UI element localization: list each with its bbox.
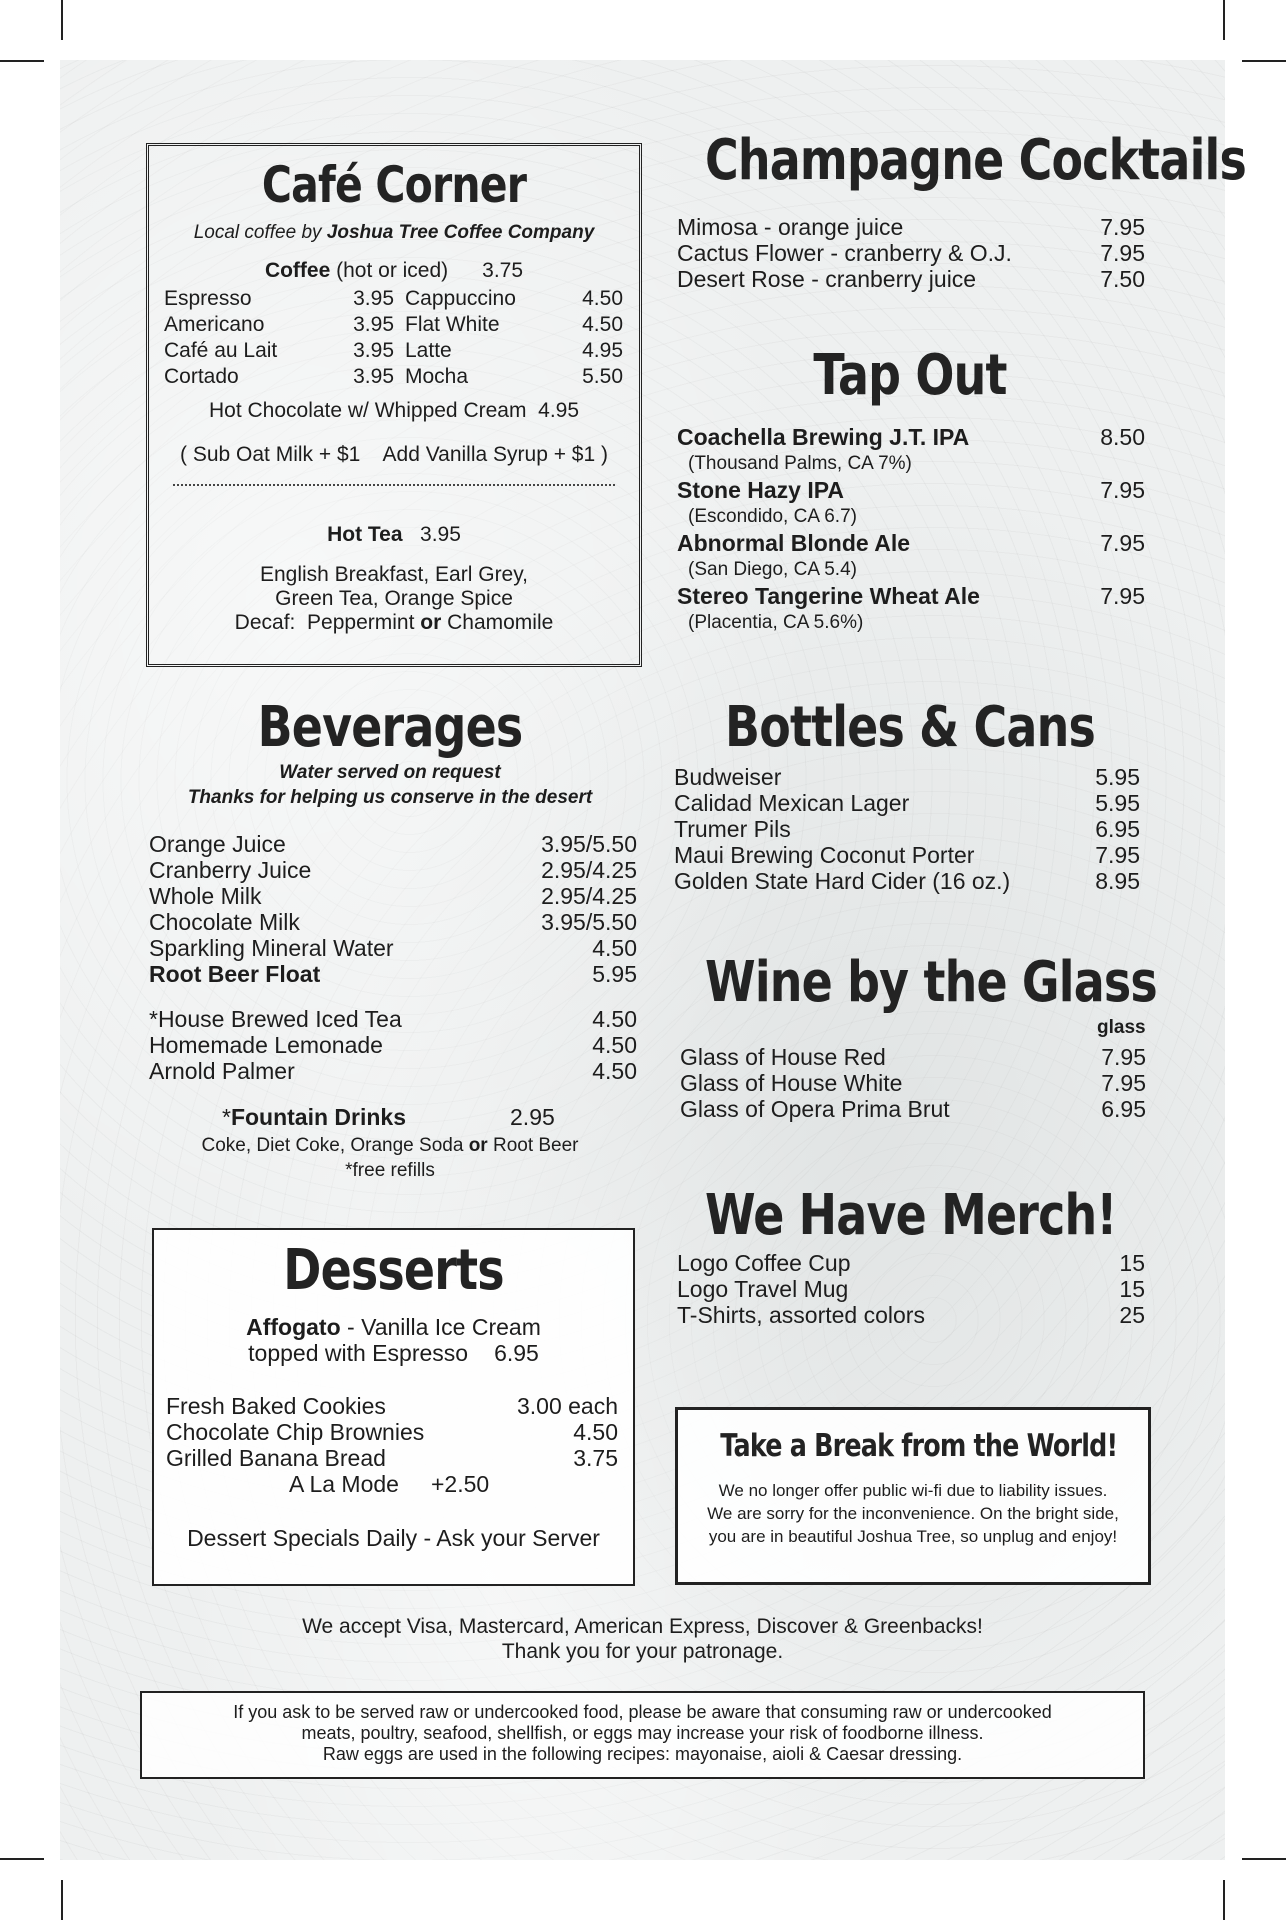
menu-item: Golden State Hard Cider (16 oz.) 8.95 (674, 868, 1140, 894)
menu-item: Stone Hazy IPA 7.95 (677, 477, 1145, 503)
champagne-title: Champagne Cocktails (705, 128, 1246, 193)
menu-item: Trumer Pils 6.95 (674, 816, 1140, 842)
bottles-list (674, 764, 1140, 904)
crop-mark (61, 1880, 63, 1920)
fountain-drinks-line: *Fountain Drinks 2.95 (222, 1104, 555, 1130)
bottles-title: Bottles & Cans (725, 695, 1095, 760)
menu-item: Chocolate Chip Brownies 4.50 (166, 1419, 618, 1445)
menu-item: Root Beer Float 5.95 (149, 961, 637, 987)
menu-item: Logo Coffee Cup 15 (677, 1250, 1145, 1276)
menu-item: Abnormal Blonde Ale 7.95 (677, 530, 1145, 556)
menu-item: Orange Juice 3.95/5.50 (149, 831, 637, 857)
wifi-notice-line: We no longer offer public wi-fi due to liability issues. (718, 1481, 1108, 1500)
menu-item: Glass of Opera Prima Brut 6.95 (680, 1096, 1146, 1122)
beverage-list (149, 831, 637, 991)
crop-mark (1223, 0, 1225, 40)
menu-item: Cappuccino 4.50 (405, 287, 623, 310)
wine-title: Wine by the Glass (705, 950, 1157, 1015)
crop-mark (1242, 60, 1286, 62)
menu-item: Whole Milk 2.95/4.25 (149, 883, 637, 909)
coffee-line: Coffee (hot or iced) 3.75 (264, 259, 524, 282)
menu-item: Homemade Lemonade 4.50 (149, 1032, 637, 1058)
menu-item: Calidad Mexican Lager 5.95 (674, 790, 1140, 816)
water-note: Water served on request (279, 762, 501, 783)
menu-item: Maui Brewing Coconut Porter 7.95 (674, 842, 1140, 868)
menu-item: Cortado 3.95 (164, 365, 394, 388)
dotted-divider (173, 484, 615, 486)
warning-line: meats, poultry, seafood, shellfish, or eggs may increase your risk of foodborne illness. (301, 1723, 984, 1743)
tea-list-line: Green Tea, Orange Spice (275, 587, 513, 610)
fountain-options: Coke, Diet Coke, Orange Soda or Root Beer (201, 1135, 579, 1156)
wifi-notice-line: We are sorry for the inconvenience. On the bright side, (707, 1504, 1119, 1523)
tap-list (677, 424, 1145, 640)
menu-item: Fresh Baked Cookies 3.00 each (166, 1393, 618, 1419)
health-warning-box (140, 1691, 1145, 1779)
beverages-title: Beverages (257, 695, 523, 760)
warning-line: If you ask to be served raw or undercooked food, please be aware that consuming raw or undercooked (233, 1702, 1052, 1722)
crop-mark (61, 0, 63, 40)
affogato-line: Affogato - Vanilla Ice Cream (246, 1314, 541, 1340)
merch-list (677, 1250, 1145, 1330)
desserts-box (152, 1228, 635, 1586)
warning-line: Raw eggs are used in the following recipes: mayonaise, aioli & Caesar dressing. (322, 1744, 963, 1764)
payment-line: We accept Visa, Mastercard, American Express, Discover & Greenbacks! (302, 1615, 983, 1638)
conserve-note: Thanks for helping us conserve in the desert (187, 787, 593, 808)
addons-line: ( Sub Oat Milk + $1 Add Vanilla Syrup + $1 ) (180, 443, 608, 466)
cafe-corner-box (146, 143, 642, 667)
thank-you-line: Thank you for your patronage. (501, 1640, 784, 1663)
menu-item: Cranberry Juice 2.95/4.25 (149, 857, 637, 883)
menu-item: Mocha 5.50 (405, 365, 623, 388)
beer-detail: (Placentia, CA 5.6%) (688, 612, 864, 633)
menu-item: Sparkling Mineral Water 4.50 (149, 935, 637, 961)
merch-title: We Have Merch! (705, 1183, 1117, 1248)
cafe-corner-title: Café Corner (261, 156, 527, 214)
glass-column-header: glass (1097, 1017, 1146, 1038)
wine-list (680, 1044, 1146, 1124)
menu-item: Desert Rose - cranberry juice 7.50 (677, 266, 1145, 292)
menu-item: Arnold Palmer 4.50 (149, 1058, 637, 1084)
menu-item: Grilled Banana Bread 3.75 (166, 1445, 618, 1471)
dessert-list (166, 1393, 618, 1473)
beer-detail: (San Diego, CA 5.4) (688, 559, 857, 580)
tap-out-title: Tap Out (813, 343, 1007, 408)
menu-item: Chocolate Milk 3.95/5.50 (149, 909, 637, 935)
menu-item: Glass of House White 7.95 (680, 1070, 1146, 1096)
menu-item: Stereo Tangerine Wheat Ale 7.95 (677, 583, 1145, 609)
crop-mark (1242, 1858, 1286, 1860)
menu-item: Cactus Flower - cranberry & O.J. 7.95 (677, 240, 1145, 266)
beverage-list-2 (149, 1006, 637, 1086)
menu-item: Glass of House Red 7.95 (680, 1044, 1146, 1070)
desserts-title: Desserts (283, 1238, 504, 1303)
crop-mark (1223, 1880, 1225, 1920)
coffee-list-left (164, 287, 394, 397)
menu-item: *House Brewed Iced Tea 4.50 (149, 1006, 637, 1032)
wifi-notice-line: you are in beautiful Joshua Tree, so unplug and enjoy! (708, 1527, 1118, 1546)
crop-mark (0, 60, 44, 62)
tea-list-line: English Breakfast, Earl Grey, (259, 563, 529, 586)
take-a-break-title: Take a Break from the World! (720, 1428, 1118, 1464)
dessert-specials: Dessert Specials Daily - Ask your Server (187, 1525, 600, 1551)
menu-item: Budweiser 5.95 (674, 764, 1140, 790)
beer-detail: (Escondido, CA 6.7) (688, 506, 857, 527)
affogato-line-2: topped with Espresso 6.95 (248, 1340, 539, 1366)
menu-item: Espresso 3.95 (164, 287, 394, 310)
free-refills-note: *free refills (345, 1160, 435, 1181)
menu-item: Logo Travel Mug 15 (677, 1276, 1145, 1302)
menu-item: Coachella Brewing J.T. IPA 8.50 (677, 424, 1145, 450)
coffee-list-right (405, 287, 623, 397)
menu-item: Mimosa - orange juice 7.95 (677, 214, 1145, 240)
menu-item: Americano 3.95 (164, 313, 394, 336)
take-a-break-box (675, 1407, 1151, 1585)
menu-item: Café au Lait 3.95 (164, 339, 394, 362)
menu-item: Flat White 4.50 (405, 313, 623, 336)
hot-tea-line: Hot Tea 3.95 (327, 523, 461, 546)
decaf-line: Decaf: Peppermint or Chamomile (234, 611, 554, 634)
hot-chocolate-line: Hot Chocolate w/ Whipped Cream 4.95 (208, 399, 580, 422)
champagne-list (677, 214, 1145, 294)
crop-mark (0, 1858, 44, 1860)
beer-detail: (Thousand Palms, CA 7%) (688, 453, 912, 474)
ala-mode-line: A La Mode +2.50 (289, 1471, 490, 1497)
menu-item: Latte 4.95 (405, 339, 623, 362)
menu-item: T-Shirts, assorted colors 25 (677, 1302, 1145, 1328)
cafe-subtitle: Local coffee by Joshua Tree Coffee Company (193, 222, 595, 243)
